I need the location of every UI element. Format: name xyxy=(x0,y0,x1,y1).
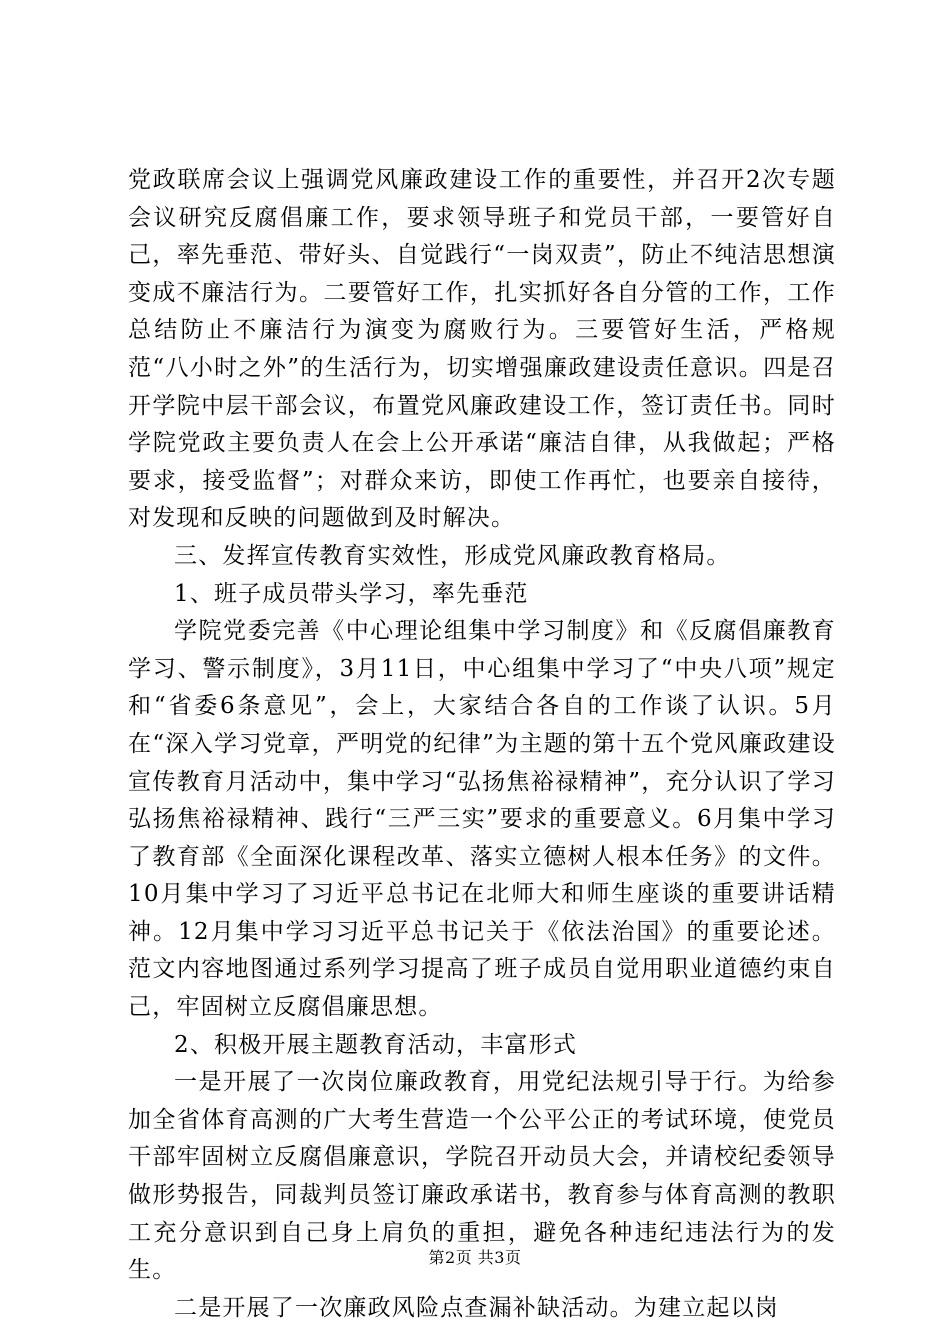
page-number-footer: 第2页 共3页 xyxy=(428,1248,522,1267)
body-paragraph: 二是开展了一次廉政风险点查漏补缺活动。为建立起以岗 xyxy=(174,1294,779,1321)
body-paragraph: 一是开展了一次岗位廉政教育，用党纪法规引导于行。为给参加全省体育高测的广大考生营造一个公平公正的考试环境，使党员干部牢固树立反腐倡廉意识，学院召开动员大会，并请校纪委领导做形势报告，同裁判员签订廉政承诺书，教育参与体育高测的教职工充分意识到自己身上肩负的重担，避免各种违纪违法行为的发生。 xyxy=(128,1069,836,1284)
subsection-heading: 1、班子成员带头学习，率先垂范 xyxy=(174,580,529,607)
section-heading: 三、发挥宣传教育实效性，形成党风廉政教育格局。 xyxy=(174,542,731,569)
subsection-heading: 2、积极开展主题教育活动，丰富形式 xyxy=(174,1031,578,1058)
body-paragraph: 学院党委完善《中心理论组集中学习制度》和《反腐倡廉教育学习、警示制度》，3月11日，中心组集中学习了“中央八项”规定和“省委6条意见”，会上，大家结合各自的工作谈了认识。5月在“深入学习党章，严明党的纪律”为主题的第十五个党风廉政建设宣传教育月活动中，集中学习“弘扬焦裕禄精神”，充分认识了学习弘扬焦裕禄精神、践行“三严三实”要求的重要意义。6月集中学习了教育部《全面深化课程改革、落实立德树人根本任务》的文件。10月集中学习了习近平总书记在北师大和师生座谈的重要讲话精神。12月集中学习习近平总书记关于《依法治国》的重要论述。范文内容地图通过系列学习提高了班子成员自觉用职业道德约束自己，牢固树立反腐倡廉思想。 xyxy=(128,618,836,1021)
document-body xyxy=(128,162,836,1327)
body-paragraph: 党政联席会议上强调党风廉政建设工作的重要性，并召开2次专题会议研究反腐倡廉工作，要求领导班子和党员干部，一要管好自己，率先垂范、带好头、自觉践行“一岗双责”，防止不纯洁思想演变成不廉洁行为。二要管好工作，扎实抓好各自分管的工作，工作总结防止不廉洁行为演变为腐败行为。三要管好生活，严格规范“八小时之外”的生活行为，切实增强廉政建设责任意识。四是召开学院中层干部会议，布置党风廉政建设工作，签订责任书。同时学院党政主要负责人在会上公开承诺“廉洁自律，从我做起；严格要求，接受监督”；对群众来访，即使工作再忙，也要亲自接待，对发现和反映的问题做到及时解决。 xyxy=(128,167,836,532)
